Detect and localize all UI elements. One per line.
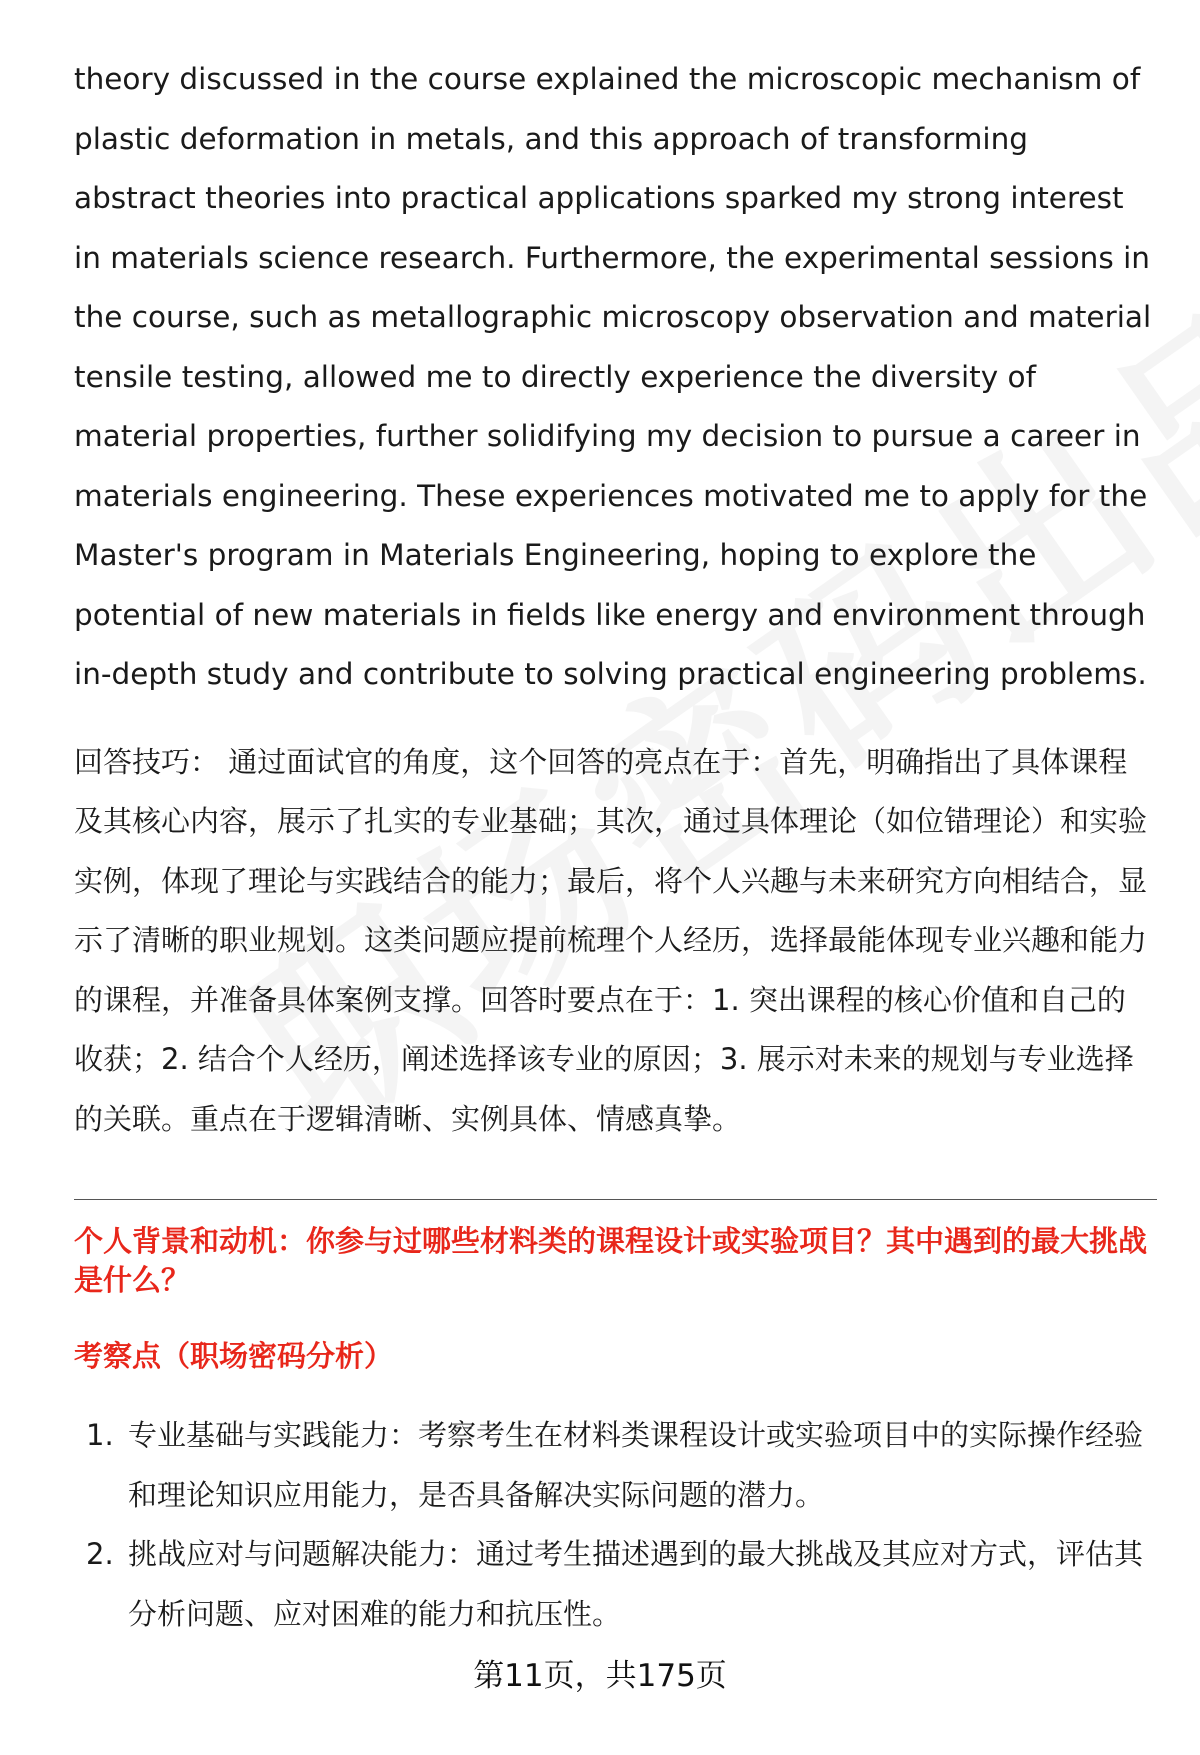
list-item	[74, 1525, 1154, 1644]
question-heading: 个人背景和动机：你参与过哪些材料类的课程设计或实验项目？其中遇到的最大挑战是什么？	[74, 1224, 1148, 1297]
assessment-points	[74, 1406, 1154, 1644]
list-item-number: 1.	[86, 1418, 114, 1452]
page-content	[74, 50, 1154, 1644]
list-item-number: 2.	[86, 1537, 114, 1571]
list-item	[74, 1406, 1154, 1525]
list-item-text: 专业基础与实践能力：考察考生在材料类课程设计或实验项目中的实际操作经验和理论知识应用能力，是否具备解决实际问题的潜力。	[128, 1418, 1144, 1512]
section-divider	[74, 1199, 1157, 1200]
answer-tip	[74, 733, 1154, 1150]
answer-tip-text: 通过面试官的角度，这个回答的亮点在于：首先，明确指出了具体课程及其核心内容，展示了扎实的专业基础；其次，通过具体理论（如位错理论）和实验实例，体现了理论与实践结合的能力；最后，将个人兴趣与未来研究方向相结合，显示了清晰的职业规划。这类问题应提前梳理个人经历，选择最能体现专业兴趣和能力的课程，并准备具体案例支撑。回答时要点在于：1. 突出课程的核心价值和自己的收获；2. 结合个人经历，阐述选择该专业的原因；3. 展示对未来的规划与专业选择的关联。重点在于逻辑清晰、实例具体、情感真挚。	[74, 744, 1148, 1136]
answer-tip-label: 回答技巧：	[74, 744, 220, 779]
list-item-text: 挑战应对与问题解决能力：通过考生描述遇到的最大挑战及其应对方式，评估其分析问题、应对困难的能力和抗压性。	[128, 1537, 1144, 1631]
page-number: 第11页，共175页	[473, 1658, 727, 1694]
english-paragraph: theory discussed in the course explained the microscopic mechanism of plastic deformation in metals, and this approach of transforming abstract theories into practical applications sparked my strong interest in materials science research. Furthermore, the experimental sessions in the course, such as metallographic microscopy observation and material tensile testing, allowed me to directly experience the diversity of material properties, further solidifying my decision to pursue a career in materials engineering. These experiences motivated me to apply for the Master's program in Materials Engineering, hoping to explore the potential of new materials in fields like energy and environment through in-depth study and contribute to solving practical engineering problems.	[74, 62, 1152, 691]
assessment-subheading: 考察点（职场密码分析）	[74, 1339, 394, 1373]
